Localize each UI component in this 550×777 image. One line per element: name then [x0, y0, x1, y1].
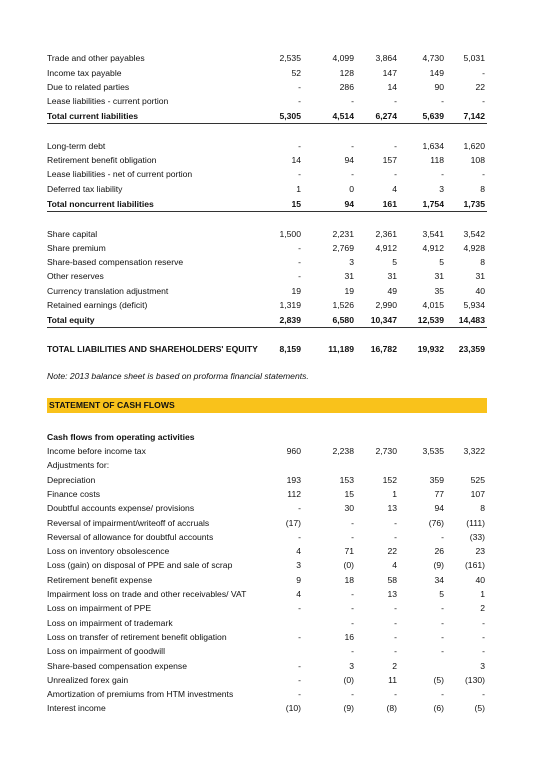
row-value-col-1: 14 [291, 155, 301, 165]
row-label: Unrealized forex gain [47, 675, 129, 685]
row-value-col-4: 12,539 [417, 315, 444, 325]
row-value-col-1: - [298, 243, 301, 253]
cash-flow-row [47, 601, 487, 615]
liability-row [47, 66, 487, 80]
row-value-col-1: 2,839 [279, 315, 301, 325]
cash-flow-row [47, 573, 487, 587]
row-value-col-5: 8 [480, 503, 485, 513]
row-value-col-3: 31 [387, 271, 397, 281]
liability-row [47, 182, 487, 196]
row-value-col-5: - [482, 169, 485, 179]
row-value-col-1: 9 [296, 575, 301, 585]
row-value-col-3: 2,361 [375, 229, 397, 239]
row-label: Currency translation adjustment [47, 286, 169, 296]
row-value-col-1: 19 [291, 286, 301, 296]
cash-flow-row [47, 530, 487, 544]
row-value-col-5: (5) [474, 703, 485, 713]
row-value-col-1: 3 [296, 560, 301, 570]
row-value-col-5: 22 [475, 82, 485, 92]
row-value-col-4: (6) [433, 703, 444, 713]
row-label: Share-based compensation expense [47, 661, 187, 671]
row-label: Depreciation [47, 475, 96, 485]
row-value-col-4: 94 [434, 503, 444, 513]
operating-activities-heading: Cash flows from operating activities [47, 432, 195, 442]
row-value-col-4: 3,541 [422, 229, 444, 239]
row-value-col-4: 3,535 [422, 446, 444, 456]
row-value-col-3: 4 [392, 560, 397, 570]
row-value-col-5: - [482, 632, 485, 642]
row-value-col-5: 525 [470, 475, 485, 485]
row-value-col-1: 2,535 [279, 53, 301, 63]
row-value-col-3: 3,864 [375, 53, 397, 63]
row-value-col-2: 286 [339, 82, 354, 92]
row-value-col-1: 8,159 [279, 344, 301, 354]
row-value-col-3: 22 [387, 546, 397, 556]
cash-flow-row [47, 558, 487, 572]
row-value-col-2: 2,231 [332, 229, 354, 239]
row-value-col-5: 31 [475, 271, 485, 281]
row-label: Loss on impairment of trademark [47, 618, 173, 628]
row-value-col-1: - [298, 141, 301, 151]
row-value-col-3: 16,782 [370, 344, 397, 354]
row-value-col-5: - [482, 96, 485, 106]
row-value-col-5: 3,542 [463, 229, 485, 239]
row-value-col-2: 16 [344, 632, 354, 642]
row-label: Retirement benefit obligation [47, 155, 157, 165]
row-value-col-2: - [351, 532, 354, 542]
row-label: Doubtful accounts expense/ provisions [47, 503, 195, 513]
row-value-col-2: 3 [349, 257, 354, 267]
row-value-col-2: 128 [339, 68, 354, 78]
row-label: Share capital [47, 229, 98, 239]
row-value-col-2: 2,769 [332, 243, 354, 253]
row-label: Reversal of impairment/writeoff of accruals [47, 518, 210, 528]
row-value-col-4: 149 [429, 68, 444, 78]
row-value-col-3: - [394, 96, 397, 106]
row-value-col-3: 11 [388, 675, 397, 685]
row-label: TOTAL LIABILITIES AND SHAREHOLDERS' EQUITY [47, 344, 258, 354]
row-value-col-5: 3,322 [463, 446, 485, 456]
row-value-col-1: 4 [296, 589, 301, 599]
liability-row [47, 227, 487, 241]
row-label: Loss on inventory obsolescence [47, 546, 170, 556]
row-value-col-5: - [482, 68, 485, 78]
row-value-col-4: 1,754 [422, 199, 444, 209]
row-label: Loss on impairment of PPE [47, 603, 152, 613]
row-value-col-2: 19 [344, 286, 354, 296]
row-value-col-4: 359 [429, 475, 444, 485]
cash-flow-row [47, 673, 487, 687]
liability-row [47, 241, 487, 255]
row-value-col-4: 4,730 [422, 53, 444, 63]
row-value-col-2: 94 [344, 155, 354, 165]
row-value-col-1: - [298, 271, 301, 281]
row-value-col-2: 6,580 [332, 315, 354, 325]
row-label: Deferred tax liability [47, 184, 123, 194]
row-label: Amortization of premiums from HTM investments [47, 689, 234, 699]
row-value-col-4: (76) [428, 518, 444, 528]
row-value-col-3: 2,990 [375, 300, 397, 310]
row-value-col-5: 4,928 [463, 243, 485, 253]
row-value-col-2: - [351, 96, 354, 106]
cash-flow-row [47, 544, 487, 558]
cash-flow-row [47, 659, 487, 673]
row-value-col-4: - [441, 689, 444, 699]
row-label: Total equity [47, 315, 95, 325]
row-value-col-2: - [351, 646, 354, 656]
liability-row [47, 269, 487, 283]
liability-row [47, 298, 487, 312]
row-value-col-3: 13 [387, 503, 397, 513]
row-value-col-4: (9) [433, 560, 444, 570]
row-label: Share-based compensation reserve [47, 257, 184, 267]
row-value-col-4: 90 [434, 82, 444, 92]
row-value-col-5: 40 [475, 286, 485, 296]
row-value-col-4: 4,015 [422, 300, 444, 310]
liability-row [47, 342, 487, 356]
row-value-col-3: 13 [387, 589, 397, 599]
row-label: Total noncurrent liabilities [47, 199, 154, 209]
row-label: Retained earnings (deficit) [47, 300, 148, 310]
row-value-col-3: 157 [382, 155, 397, 165]
row-value-col-3: 1 [392, 489, 397, 499]
row-value-col-4: 5 [439, 589, 444, 599]
row-value-col-4: - [441, 632, 444, 642]
row-label: Income tax payable [47, 68, 122, 78]
cash-flow-row [47, 644, 487, 658]
row-value-col-1: 112 [287, 489, 301, 499]
row-value-col-4: - [441, 646, 444, 656]
row-value-col-5: 107 [470, 489, 485, 499]
row-value-col-3: 4 [392, 184, 397, 194]
row-value-col-1: - [298, 82, 301, 92]
row-value-col-3: 2,730 [375, 446, 397, 456]
cash-flow-row [47, 473, 487, 487]
row-value-col-3: 49 [387, 286, 397, 296]
row-value-col-2: (0) [343, 675, 354, 685]
row-label: Long-term debt [47, 141, 106, 151]
row-value-col-3: 152 [382, 475, 397, 485]
row-value-col-4: 4,912 [422, 243, 444, 253]
liability-row [47, 94, 487, 108]
row-label: Loss on impairment of goodwill [47, 646, 165, 656]
row-label: Due to related parties [47, 82, 130, 92]
row-value-col-1: 52 [291, 68, 301, 78]
row-value-col-4: - [441, 96, 444, 106]
row-label: Adjustments for: [47, 460, 110, 470]
cash-flow-row [47, 701, 487, 715]
row-value-col-5: 1,620 [463, 141, 485, 151]
row-value-col-4: 31 [434, 271, 444, 281]
cash-flow-row [47, 487, 487, 501]
balance-sheet-note: Note: 2013 balance sheet is based on proforma financial statements. [47, 371, 309, 381]
row-value-col-2: 15 [344, 489, 354, 499]
liability-row [47, 139, 487, 153]
row-value-col-2: 4,099 [332, 53, 354, 63]
cash-flow-row [47, 587, 487, 601]
row-value-col-5: 8 [480, 257, 485, 267]
row-value-col-3: - [394, 518, 397, 528]
row-value-col-3: 2 [392, 661, 397, 671]
row-value-col-1: - [298, 689, 301, 699]
row-value-col-2: - [351, 589, 354, 599]
row-value-col-1: - [298, 661, 301, 671]
row-label: Other reserves [47, 271, 104, 281]
row-value-col-3: 4,912 [375, 243, 397, 253]
liability-row [47, 109, 487, 124]
row-value-col-1: 5,305 [279, 111, 301, 121]
row-value-col-1: - [298, 503, 301, 513]
row-value-col-5: 23 [475, 546, 485, 556]
cash-flow-row [47, 630, 487, 644]
row-value-col-5: 7,142 [463, 111, 485, 121]
cash-flow-row [47, 444, 487, 458]
row-value-col-2: - [351, 603, 354, 613]
row-value-col-2: 11,189 [328, 344, 354, 354]
row-value-col-1: - [298, 96, 301, 106]
row-value-col-1: (17) [285, 518, 301, 528]
row-value-col-4: 5,639 [422, 111, 444, 121]
row-value-col-2: 2,238 [332, 446, 354, 456]
row-value-col-2: - [351, 689, 354, 699]
liability-row [47, 51, 487, 65]
row-value-col-5: 40 [475, 575, 485, 585]
cash-flow-section-title: STATEMENT OF CASH FLOWS [49, 400, 175, 410]
row-value-col-2: 1,526 [332, 300, 354, 310]
row-value-col-4: 34 [434, 575, 444, 585]
row-label: Total current liabilities [47, 111, 139, 121]
liability-row [47, 167, 487, 181]
row-value-col-3: 147 [382, 68, 397, 78]
row-value-col-1: 960 [286, 446, 301, 456]
row-value-col-2: 153 [339, 475, 354, 485]
row-value-col-5: 8 [480, 184, 485, 194]
row-label: Share premium [47, 243, 106, 253]
row-value-col-4: 1,634 [422, 141, 444, 151]
row-value-col-1: 1,319 [279, 300, 301, 310]
liability-row [47, 255, 487, 269]
cash-flow-row [47, 616, 487, 630]
row-value-col-3: 14 [387, 82, 397, 92]
row-value-col-2: 94 [344, 199, 354, 209]
liability-row [47, 313, 487, 328]
cash-flow-row [47, 501, 487, 515]
row-value-col-5: 3 [480, 661, 485, 671]
row-value-col-4: 35 [434, 286, 444, 296]
row-value-col-5: - [482, 689, 485, 699]
row-value-col-2: - [351, 169, 354, 179]
row-value-col-1: 193 [286, 475, 301, 485]
row-label: Impairment loss on trade and other receivables/ VAT [47, 589, 247, 599]
row-label: Loss on transfer of retirement benefit obligation [47, 632, 227, 642]
row-value-col-5: (33) [469, 532, 485, 542]
cash-flow-section-header [47, 398, 487, 413]
cash-flow-row [47, 516, 487, 530]
row-value-col-4: - [441, 169, 444, 179]
row-value-col-5: 1 [480, 589, 485, 599]
row-value-col-1: (10) [285, 703, 301, 713]
row-value-col-2: 71 [344, 546, 354, 556]
row-value-col-3: 10,347 [370, 315, 397, 325]
row-value-col-5: (130) [464, 675, 485, 685]
row-value-col-4: 5 [439, 257, 444, 267]
row-value-col-2: 0 [349, 184, 354, 194]
row-value-col-1: - [298, 675, 301, 685]
row-value-col-1: 15 [291, 199, 301, 209]
row-value-col-2: 30 [344, 503, 354, 513]
row-value-col-1: - [298, 169, 301, 179]
row-value-col-5: (161) [464, 560, 485, 570]
row-value-col-4: 26 [434, 546, 444, 556]
row-value-col-3: (8) [386, 703, 397, 713]
row-label: Trade and other payables [47, 53, 145, 63]
row-value-col-5: 1,735 [463, 199, 485, 209]
row-value-col-4: 19,932 [417, 344, 444, 354]
row-value-col-1: - [298, 603, 301, 613]
row-value-col-5: 2 [480, 603, 485, 613]
cash-flow-row [47, 687, 487, 701]
row-label: Lease liabilities - net of current portion [47, 169, 193, 179]
row-value-col-2: (9) [343, 703, 354, 713]
row-label: Retirement benefit expense [47, 575, 153, 585]
row-value-col-2: - [351, 518, 354, 528]
row-value-col-3: - [394, 632, 397, 642]
row-value-col-2: 4,514 [332, 111, 354, 121]
row-value-col-4: 77 [434, 489, 444, 499]
liability-row [47, 284, 487, 298]
row-value-col-3: 5 [392, 257, 397, 267]
row-value-col-4: 118 [430, 155, 444, 165]
row-value-col-1: - [298, 257, 301, 267]
row-value-col-2: - [351, 618, 354, 628]
row-value-col-3: - [394, 141, 397, 151]
row-value-col-5: 108 [470, 155, 485, 165]
row-value-col-5: (111) [466, 518, 485, 528]
row-value-col-2: 3 [349, 661, 354, 671]
row-label: Income before income tax [47, 446, 146, 456]
row-label: Loss (gain) on disposal of PPE and sale of scrap [47, 560, 233, 570]
liability-row [47, 197, 487, 212]
row-value-col-3: 6,274 [375, 111, 397, 121]
row-value-col-4: (5) [433, 675, 444, 685]
liability-row [47, 80, 487, 94]
row-label: Reversal of allowance for doubtful accounts [47, 532, 214, 542]
row-label: Interest income [47, 703, 106, 713]
row-value-col-3: - [394, 532, 397, 542]
row-label: Finance costs [47, 489, 101, 499]
row-value-col-1: - [298, 632, 301, 642]
row-value-col-5: - [482, 646, 485, 656]
row-value-col-4: - [441, 603, 444, 613]
row-value-col-3: - [394, 618, 397, 628]
row-value-col-3: - [394, 689, 397, 699]
row-value-col-3: - [394, 646, 397, 656]
row-value-col-1: - [298, 532, 301, 542]
row-value-col-5: 5,031 [463, 53, 485, 63]
row-value-col-5: 5,934 [463, 300, 485, 310]
row-value-col-1: 1 [296, 184, 301, 194]
row-value-col-3: - [394, 603, 397, 613]
row-label: Lease liabilities - current portion [47, 96, 169, 106]
row-value-col-2: - [351, 141, 354, 151]
row-value-col-1: 4 [296, 546, 301, 556]
row-value-col-1: 1,500 [279, 229, 301, 239]
row-value-col-2: 18 [344, 575, 354, 585]
cash-flow-row [47, 458, 487, 472]
row-value-col-3: - [394, 169, 397, 179]
row-value-col-3: 58 [387, 575, 397, 585]
liability-row [47, 153, 487, 167]
row-value-col-4: - [441, 618, 444, 628]
row-value-col-2: 31 [344, 271, 354, 281]
row-value-col-5: 23,359 [458, 344, 485, 354]
row-value-col-5: 14,483 [458, 315, 485, 325]
row-value-col-3: 161 [382, 199, 397, 209]
row-value-col-5: - [482, 618, 485, 628]
row-value-col-2: (0) [343, 560, 354, 570]
row-value-col-4: - [441, 532, 444, 542]
row-value-col-4: 3 [439, 184, 444, 194]
